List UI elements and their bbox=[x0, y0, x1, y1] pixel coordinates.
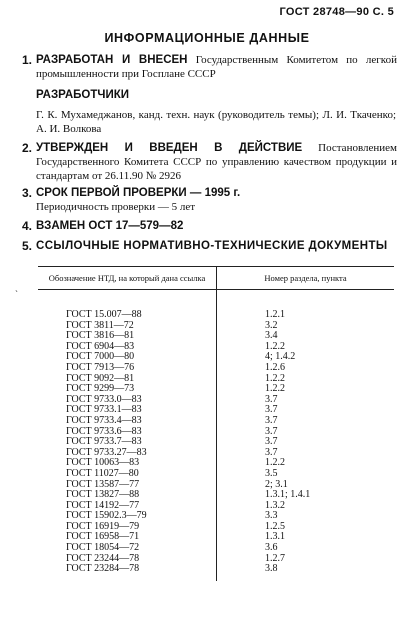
section-reference: 3.3 bbox=[265, 510, 278, 522]
section-heading: УТВЕРЖДЕН И ВВЕДЕН В ДЕЙСТВИЕ bbox=[36, 142, 303, 154]
document-designation: ГОСТ 16919—79 bbox=[38, 522, 217, 533]
section-4 bbox=[22, 219, 397, 233]
document-designation: ГОСТ 10063—83 bbox=[38, 458, 217, 469]
column-header-section: Номер раздела, пункта bbox=[217, 267, 395, 290]
section-number: 5. bbox=[22, 239, 33, 253]
section-reference: 1.2.7 bbox=[265, 552, 285, 564]
document-designation: ГОСТ 14192—77 bbox=[38, 501, 217, 512]
section-heading: СРОК ПЕРВОЙ ПРОВЕРКИ — 1995 г. bbox=[36, 187, 241, 199]
document-designation: ГОСТ 23244—78 bbox=[38, 554, 217, 565]
margin-mark: ` bbox=[15, 289, 18, 299]
document-designation: ГОСТ 15.007—88 bbox=[38, 310, 217, 321]
section-number: 3. bbox=[22, 186, 33, 200]
document-designation: ГОСТ 9092—81 bbox=[38, 374, 217, 385]
section-reference: 1.2.2 bbox=[265, 383, 285, 395]
developers-heading: РАЗРАБОТЧИКИ bbox=[36, 89, 129, 101]
section-3 bbox=[22, 186, 397, 200]
section-reference: 4; 1.4.2 bbox=[265, 351, 296, 363]
section-text: Постановлением Государственного Комитета СССР по управлению качеством продукции и стандартам от 26.11.90 № 2926 bbox=[36, 142, 397, 182]
document-designation: ГОСТ 7000—80 bbox=[38, 352, 217, 363]
table-row bbox=[38, 469, 394, 480]
running-head: ГОСТ 28748—90 С. 5 bbox=[279, 6, 394, 18]
document-designation: ГОСТ 6904—83 bbox=[38, 342, 217, 353]
section-heading: РАЗРАБОТАН И ВНЕСЕН bbox=[36, 54, 188, 66]
document-designation: ГОСТ 3811—72 bbox=[38, 321, 217, 332]
section-2 bbox=[22, 141, 397, 183]
section-reference: 3.7 bbox=[265, 446, 278, 458]
document-designation: ГОСТ 16958—71 bbox=[38, 532, 217, 543]
section-text: Государственным Комитетом по легкой промышленности при Госплане СССР bbox=[36, 54, 397, 80]
table-header-row bbox=[38, 267, 394, 290]
developers-text: Г. К. Мухамеджанов, канд. техн. наук (руководитель темы); Л. И. Ткаченко; А. И. Волкова bbox=[36, 109, 396, 135]
document-designation: ГОСТ 3816—81 bbox=[38, 331, 217, 342]
table-body bbox=[38, 290, 394, 581]
document-designation: ГОСТ 9733.4—83 bbox=[38, 416, 217, 427]
table-row bbox=[38, 564, 394, 575]
section-number: 2. bbox=[22, 141, 33, 155]
table-row bbox=[38, 363, 394, 374]
document-designation: ГОСТ 15902.3—79 bbox=[38, 511, 217, 522]
section-reference: 3.7 bbox=[265, 404, 278, 416]
document-designation: ГОСТ 9733.1—83 bbox=[38, 405, 217, 416]
section-reference: 1.2.5 bbox=[265, 520, 285, 532]
section-heading: ВЗАМЕН ОСТ 17—579—82 bbox=[36, 220, 184, 232]
document-designation: ГОСТ 13827—88 bbox=[38, 490, 217, 501]
document-designation: ГОСТ 9299—73 bbox=[38, 384, 217, 395]
table-row bbox=[38, 416, 394, 427]
section-reference: 3.7 bbox=[265, 414, 278, 426]
section-reference: 2; 3.1 bbox=[265, 478, 288, 490]
section-number: 4. bbox=[22, 219, 33, 233]
section-reference: 3.5 bbox=[265, 467, 278, 479]
section-reference: 3.6 bbox=[265, 542, 278, 554]
document-designation: ГОСТ 13587—77 bbox=[38, 480, 217, 491]
section-reference: 3.7 bbox=[265, 425, 278, 437]
page-title: ИНФОРМАЦИОННЫЕ ДАННЫЕ bbox=[104, 31, 310, 45]
section-reference: 1.2.6 bbox=[265, 361, 285, 373]
section-reference: 3.4 bbox=[265, 330, 278, 342]
section-reference: 1.2.2 bbox=[265, 340, 285, 352]
section-reference: 1.2.1 bbox=[265, 309, 285, 320]
section-reference: 3.2 bbox=[265, 319, 278, 331]
section-5 bbox=[22, 239, 397, 253]
document-designation: ГОСТ 9733.6—83 bbox=[38, 427, 217, 438]
section-heading: ССЫЛОЧНЫЕ НОРМАТИВНО-ТЕХНИЧЕСКИЕ ДОКУМЕНТЫ bbox=[36, 240, 388, 252]
document-designation: ГОСТ 9733.7—83 bbox=[38, 437, 217, 448]
section-reference: 3.8 bbox=[265, 563, 278, 575]
table-row bbox=[38, 310, 394, 321]
section-reference: 3.7 bbox=[265, 393, 278, 405]
document-designation: ГОСТ 9733.0—83 bbox=[38, 395, 217, 406]
section-reference: 1.3.1 bbox=[265, 531, 285, 543]
section-1 bbox=[22, 53, 397, 81]
document-designation: ГОСТ 9733.27—83 bbox=[38, 448, 217, 459]
document-designation: ГОСТ 23284—78 bbox=[38, 564, 217, 575]
section-reference: 3.7 bbox=[265, 436, 278, 448]
section-reference: 1.3.1; 1.4.1 bbox=[265, 489, 311, 501]
periodicity-text: Периодичность проверки — 5 лет bbox=[36, 201, 196, 213]
section-reference: 1.3.2 bbox=[265, 499, 285, 511]
column-header-document: Обозначение НТД, на который дана ссылка bbox=[38, 267, 217, 290]
section-number: 1. bbox=[22, 53, 33, 67]
reference-table bbox=[38, 266, 394, 581]
document-designation: ГОСТ 11027—80 bbox=[38, 469, 217, 480]
section-reference: 1.2.2 bbox=[265, 457, 285, 469]
document-designation: ГОСТ 18054—72 bbox=[38, 543, 217, 554]
document-designation: ГОСТ 7913—76 bbox=[38, 363, 217, 374]
section-reference: 1.2.2 bbox=[265, 372, 285, 384]
